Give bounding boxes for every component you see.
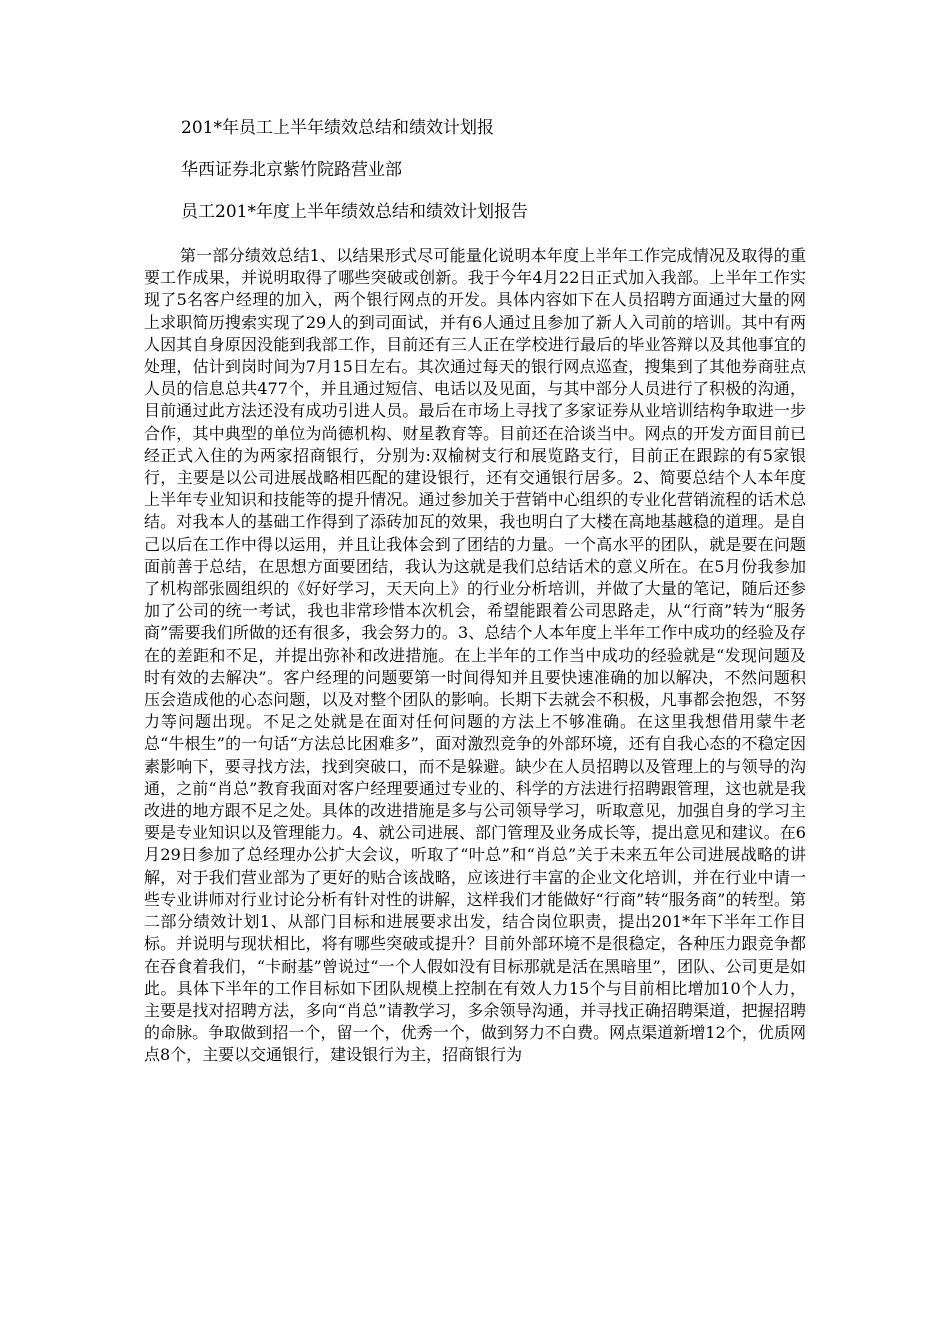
document-title: 201*年员工上半年绩效总结和绩效计划报 — [181, 118, 494, 138]
organization-name: 华西证券北京紫竹院路营业部 — [181, 160, 402, 180]
body-paragraph: 第一部分绩效总结1、以结果形式尽可能量化说明本年度上半年工作完成情况及取得的重要工作成果，并说明取得了哪些突破或创新。我于今年4月22日正式加入我部。上半年工作实现了5名客户经理的加入，两个银行网点的开发。具体内容如下在人员招聘方面通过大量的网上求职简历搜索实现了29人的到司面试，并有6人通过且参加了新人入司前的培训。其中有两人因其自身原因没能到我部工作，目前还有三人正在学校进行最后的毕业答辩以及其他事宜的处理，估计到岗时间为7月15日左右。其次通过每天的银行网点巡查，搜集到了其他券商驻点人员的信息总共477个，并且通过短信、电话以及见面，与其中部分人员进行了积极的沟通，目前通过此方法还没有成功引进人员。最后在市场上寻找了多家证券从业培训结构争取进一步合作，其中典型的单位为尚德机构、财星教育等。目前还在洽谈当中。网点的开发方面目前已经正式入住的为两家招商银行，分别为:双榆树支行和展览路支行，目前正在跟踪的有5家银行，主要是以公司进展战略相匹配的建设银行，还有交通银行居多。2、简要总结个人本年度上半年专业知识和技能等的提升情况。通过参加关于营销中心组织的专业化营销流程的话术总结。对我本人的基础工作得到了添砖加瓦的效果，我也明白了大楼在高地基越稳的道理。是自己以后在工作中得以运用，并且让我体会到了团结的力量。一个高水平的团队，就是要在问题面前善于总结，在思想方面要团结，我认为这就是我们总结话术的意义所在。在5月份我参加了机构部张圆组织的《好好学习，天天向上》的行业分析培训，并做了大量的笔记，随后还参加了公司的统一考试，我也非常珍惜本次机会，希望能跟着公司思路走，从“行商”转为“服务商”需要我们所做的还有很多，我会努力的。3、总结个人本年度上半年工作中成功的经验及存在的差距和不足，并提出弥补和改进措施。在上半年的工作当中成功的经验就是“发现问题及时有效的去解决”。客户经理的问题要第一时间得知并且要快速准确的加以解决，不然问题积压会造成他的心态问题，以及对整个团队的影响。长期下去就会不积极，凡事都会抱怨，不努力等问题出现。不足之处就是在面对任何问题的方法上不够准确。在这里我想借用蒙牛老总“牛根生”的一句话“方法总比困难多”，面对激烈竞争的外部环境，还有自我心态的不稳定因素影响下，要寻找方法，找到突破口，而不是躲避。缺少在人员招聘以及管理上的与领导的沟通，之前“肖总”教育我面对客户经理要通过专业的、科学的方法进行招聘跟管理，这也就是我改进的地方跟不足之处。具体的改进措施是多与公司领导学习，听取意见，加强自身的学习主要是专业知识以及管理能力。4、就公司进展、部门管理及业务成长等，提出意见和建议。在6月29日参加了总经理办公扩大会议，听取了“叶总”和“肖总”关于未来五年公司进展战略的讲解，对于我们营业部为了更好的贴合该战略，应该进行丰富的企业文化培训，并在行业中请一些专业讲师对行业讨论分析有针对性的讲解，这样我们才能做好“行商”转“服务商”的转型。第二部分绩效计划1、从部门目标和进展要求出发，结合岗位职责，提出201*年下半年工作目标。并说明与现状相比，将有哪些突破或提升？目前外部环境不是很稳定，各种压力跟竞争都在吞食着我们，“卡耐基”曾说过“一个人假如没有目标那就是活在黑暗里”，团队、公司更是如此。具体下半年的工作目标如下团队规模上控制在有效人力15个与目前相比增加10个人力，主要是找对招聘方法，多向“肖总”请教学习，多余领导沟通，并寻找正确招聘渠道，把握招聘的命脉。争取做到招一个，留一个，优秀一个，做到努力不白费。网点渠道新增12个，优质网点8个，主要以交通银行，建设银行为主，招商银行为 — [144, 246, 806, 1065]
report-subtitle: 员工201*年度上半年绩效总结和绩效计划报告 — [181, 202, 528, 222]
